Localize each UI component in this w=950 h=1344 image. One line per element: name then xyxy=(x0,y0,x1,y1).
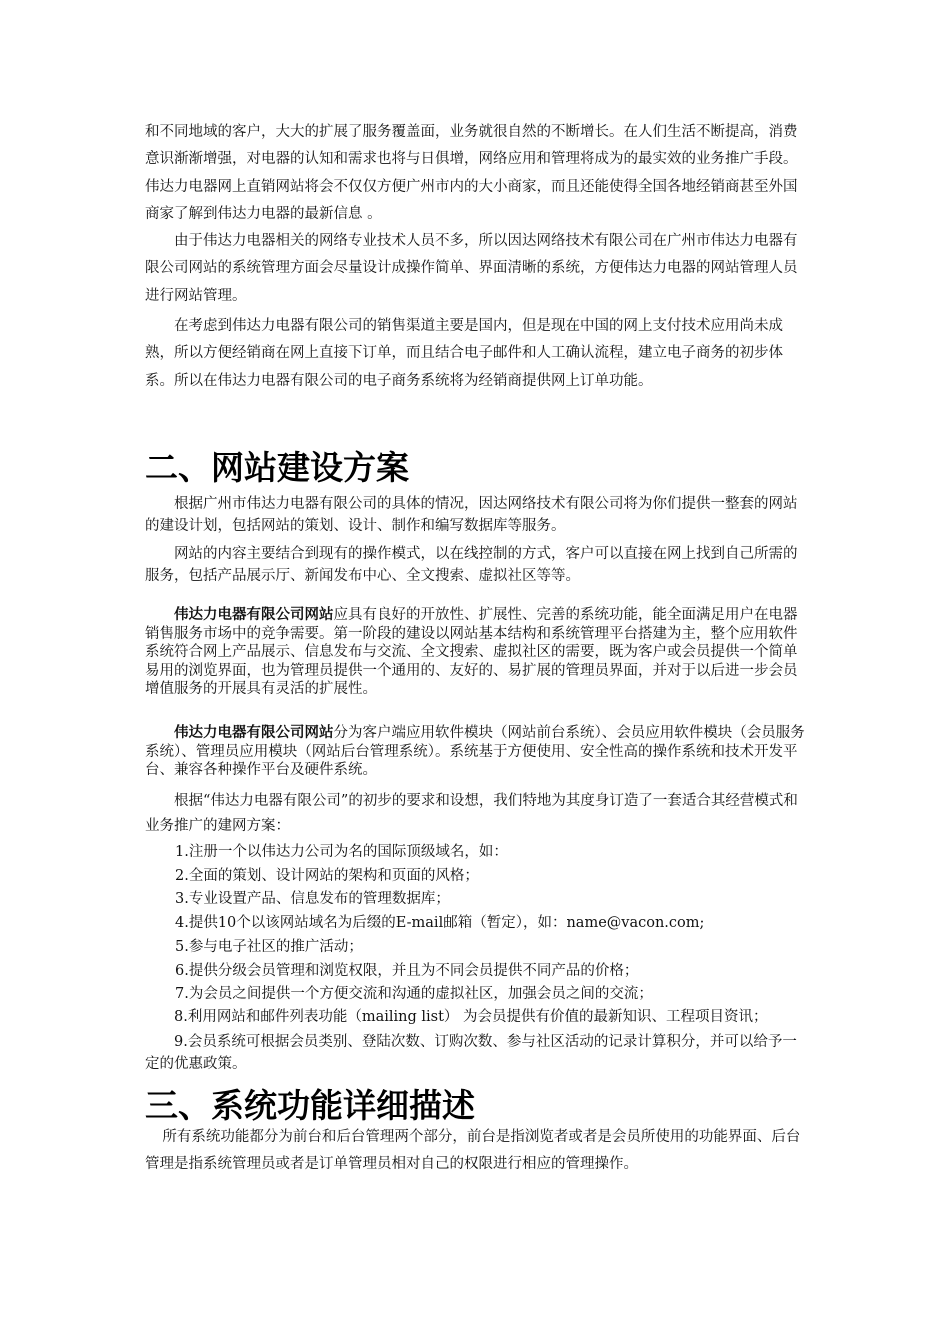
list-item: 8.利用网站和邮件列表功能（mailing list） 为会员提供有价值的最新知识、工程项目资讯； xyxy=(174,1008,768,1025)
list-item: 5.参与电子社区的推广活动； xyxy=(175,938,363,955)
paragraph-system-overview: 所有系统功能都分为前台和后台管理两个部分，前台是指浏览者或者是会员所使用的功能界面、后台管理是指系统管理员或者是订单管理员相对自己的权限进行相应的管理操作。 xyxy=(145,1129,801,1173)
list-item: 9.会员系统可根据会员类别、登陆次数、订购次数、参与社区活动的记录计算积分，并可以给予一定的优惠政策。 xyxy=(145,1033,797,1072)
paragraph-website-modules xyxy=(145,724,810,780)
paragraph-construction-plan: 根据广州市伟达力电器有限公司的具体的情况，因达网络技术有限公司将为你们提供一整套的网站的建设计划，包括网站的策划、设计、制作和编写数据库等服务。 xyxy=(145,496,798,534)
list-item: 3.专业设置产品、信息发布的管理数据库； xyxy=(175,891,450,908)
list-item: 2.全面的策划、设计网站的架构和页面的风格； xyxy=(175,867,479,884)
paragraph-text: 应具有良好的开放性、扩展性、完善的系统功能，能全面满足用户在电器销售服务市场中的竞争需要。第一阶段的建设以网站基本结构和系统管理平台搭建为主，整个应用软件系统符合网上产品展示、信息发布与交流、全文搜索、虚拟社区的需要，既为客户或会员提供一个简单易用的浏览界面，也为管理员提供一个通用的、友好的、易扩展的管理员界面，并对于以后进一步会员增值服务的开展具有灵活的扩展性。 xyxy=(145,607,798,698)
paragraph-technical-staff: 由于伟达力电器相关的网络专业技术人员不多，所以因达网络技术有限公司在广州市伟达力电器有限公司网站的系统管理方面会尽量设计成操作简单、界面清晰的系统，方便伟达力电器的网站管理人员进行网站管理。 xyxy=(145,233,798,304)
paragraph-website-content: 网站的内容主要结合到现有的操作模式，以在线控制的方式，客户可以直接在网上找到自己所需的服务，包括产品展示厅、新闻发布中心、全文搜索、虚拟社区等等。 xyxy=(145,546,798,584)
list-item: 1.注册一个以伟达力公司为名的国际顶级域名，如： xyxy=(175,844,508,860)
section-heading-website-plan: 二、网站建设方案 xyxy=(145,448,409,487)
list-item: 4.提供10个以该网站域名为后缀的E-mail邮箱（暂定），如：name@vacon.com; xyxy=(175,915,705,932)
company-website-name: 伟达力电器有限公司网站 xyxy=(174,607,334,623)
company-website-name: 伟达力电器有限公司网站 xyxy=(174,725,334,741)
paragraph-sales-channel: 在考虑到伟达力电器有限公司的销售渠道主要是国内，但是现在中国的网上支付技术应用尚未成熟，所以方便经销商在网上直接下订单，而且结合电子邮件和人工确认流程，建立电子商务的初步体系。所以在伟达力电器有限公司的电子商务系统将为经销商提供网上订单功能。 xyxy=(145,318,783,389)
paragraph-text: 分为客户端应用软件模块（网站前台系统）、会员应用软件模块（会员服务系统）、管理员应用模块（网站后台管理系统）。系统基于方便使用、安全性高的操作系统和技术开发平台、兼容各种操作平台及硬件系统。 xyxy=(145,725,805,779)
paragraph-plan-intro: 根据“伟达力电器有限公司”的初步的要求和设想，我们特地为其度身订造了一套适合其经营模式和业务推广的建网方案： xyxy=(145,793,798,834)
list-item: 6.提供分级会员管理和浏览权限，并且为不同会员提供不同产品的价格； xyxy=(175,962,639,979)
list-item: 7.为会员之间提供一个方便交流和沟通的虚拟社区，加强会员之间的交流； xyxy=(175,986,653,1003)
section-heading-system-functions: 三、系统功能详细描述 xyxy=(145,1086,475,1125)
paragraph-website-features xyxy=(145,606,810,699)
paragraph-intro-continued: 和不同地域的客户，大大的扩展了服务覆盖面，业务就很自然的不断增长。在人们生活不断提高，消费意识渐渐增强，对电器的认知和需求也将与日俱增，网络应用和管理将成为的最实效的业务推广手段。伟达力电器网上直销网站将会不仅仅方便广州市内的大小商家，而且还能使得全国各地经销商甚至外国商家了解到伟达力电器的最新信息 。 xyxy=(145,124,798,223)
plan-list xyxy=(145,841,810,1075)
